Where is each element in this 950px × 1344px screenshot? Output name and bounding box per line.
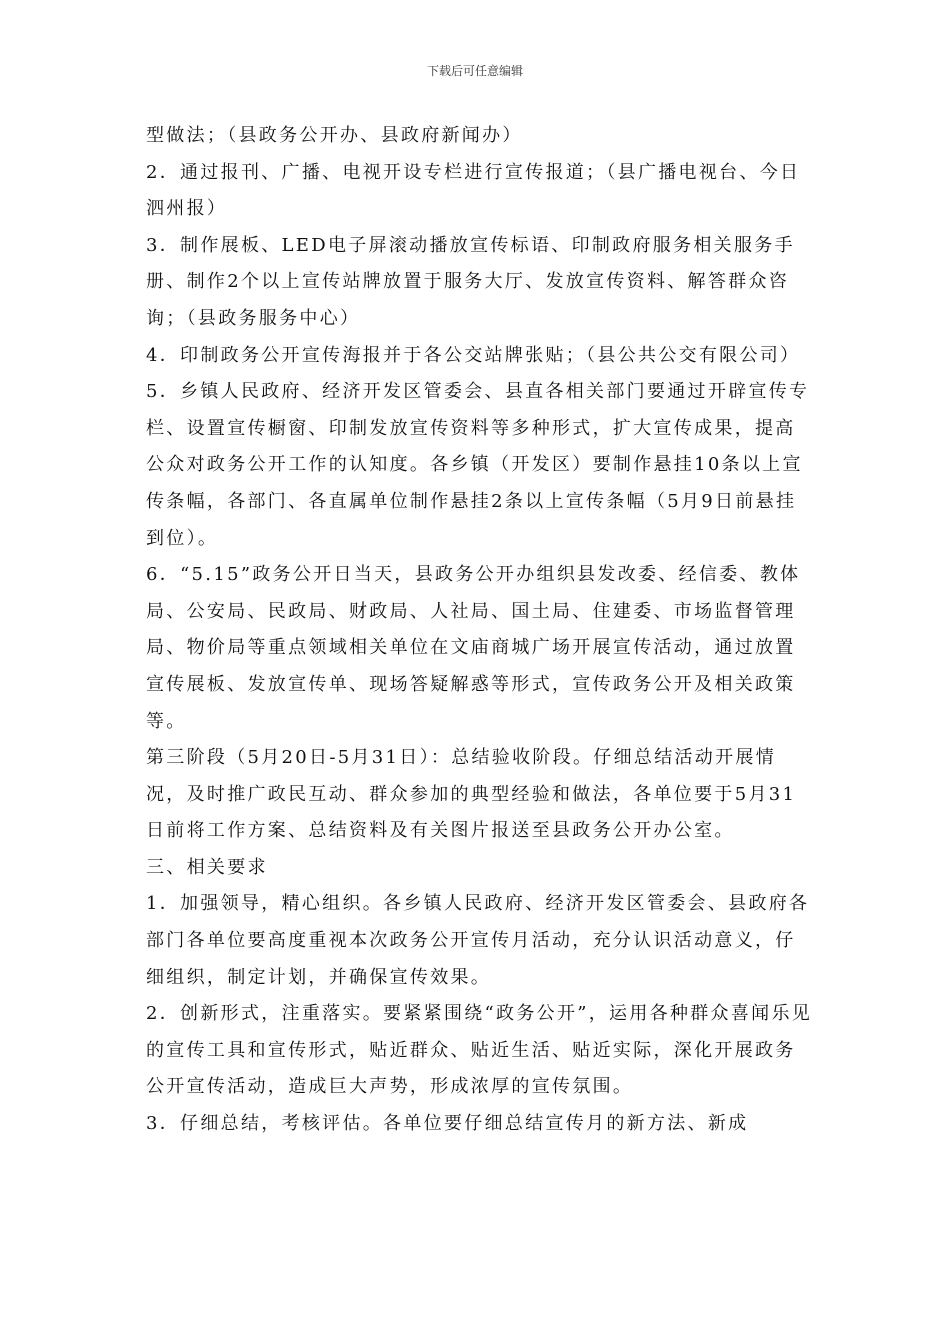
paragraph-continued-method: 型做法；（县政务公开办、县政府新闻办） bbox=[146, 125, 523, 146]
document-body bbox=[146, 118, 814, 1143]
paragraph-item-3-display: 3．制作展板、LED电子屏滚动播放宣传标语、印制政府服务相关服务手册、制作2个以上宣传站牌放置于服务大厅、发放宣传资料、解答群众咨询；（县政务服务中心） bbox=[146, 234, 795, 329]
page-header-note: 下载后可任意编辑 bbox=[426, 64, 523, 78]
paragraph-requirement-1: 1．加强领导，精心组织。各乡镇人民政府、经济开发区管委会、县政府各部门各单位要高度重视本次政务公开宣传月活动，充分认识活动意义，仔细组织，制定计划，并确保宣传效果。 bbox=[146, 893, 810, 988]
paragraph-item-5-townships: 5．乡镇人民政府、经济开发区管委会、县直各相关部门要通过开辟宣传专栏、设置宣传橱窗、印制发放宣传资料等多种形式，扩大宣传成果，提高公众对政务公开工作的认知度。各乡镇（开发区）要制作悬挂10条以上宣传条幅，各部门、各直属单位制作悬挂2条以上宣传条幅（5月9日前悬挂到位）。 bbox=[146, 381, 810, 549]
section-heading-requirements: 三、相关要求 bbox=[146, 856, 268, 878]
paragraph-requirement-3: 3．仔细总结，考核评估。各单位要仔细总结宣传月的新方法、新成 bbox=[146, 1113, 749, 1135]
paragraph-item-6-open-day: 6．“5.15”政务公开日当天，县政务公开办组织县发改委、经信委、教体局、公安局、民政局、财政局、人社局、国土局、住建委、市场监督管理局、物价局等重点领域相关单位在文庙商城广场开展宣传活动，通过放置宣传展板、发放宣传单、现场答疑解惑等形式，宣传政务公开及相关政策等。 bbox=[146, 564, 801, 732]
paragraph-item-2-media: 2．通过报刊、广播、电视开设专栏进行宣传报道；（县广播电视台、今日泗州报） bbox=[146, 161, 801, 220]
paragraph-stage-three: 第三阶段（5月20日-5月31日）：总结验收阶段。仔细总结活动开展情况，及时推广政民互动、群众参加的典型经验和做法，各单位要于5月31日前将工作方案、总结资料及有关图片报送至县政务公开办公室。 bbox=[146, 747, 797, 842]
paragraph-requirement-2: 2．创新形式，注重落实。要紧紧围绕“政务公开”，运用各种群众喜闻乐见的宣传工具和宣传形式，贴近群众、贴近生活、贴近实际，深化开展政务公开宣传活动，造成巨大声势，形成浓厚的宣传氛围。 bbox=[146, 1003, 813, 1098]
paragraph-item-4-posters: 4．印制政务公开宣传海报并于各公交站牌张贴；（县公共公交有限公司） bbox=[146, 344, 801, 366]
